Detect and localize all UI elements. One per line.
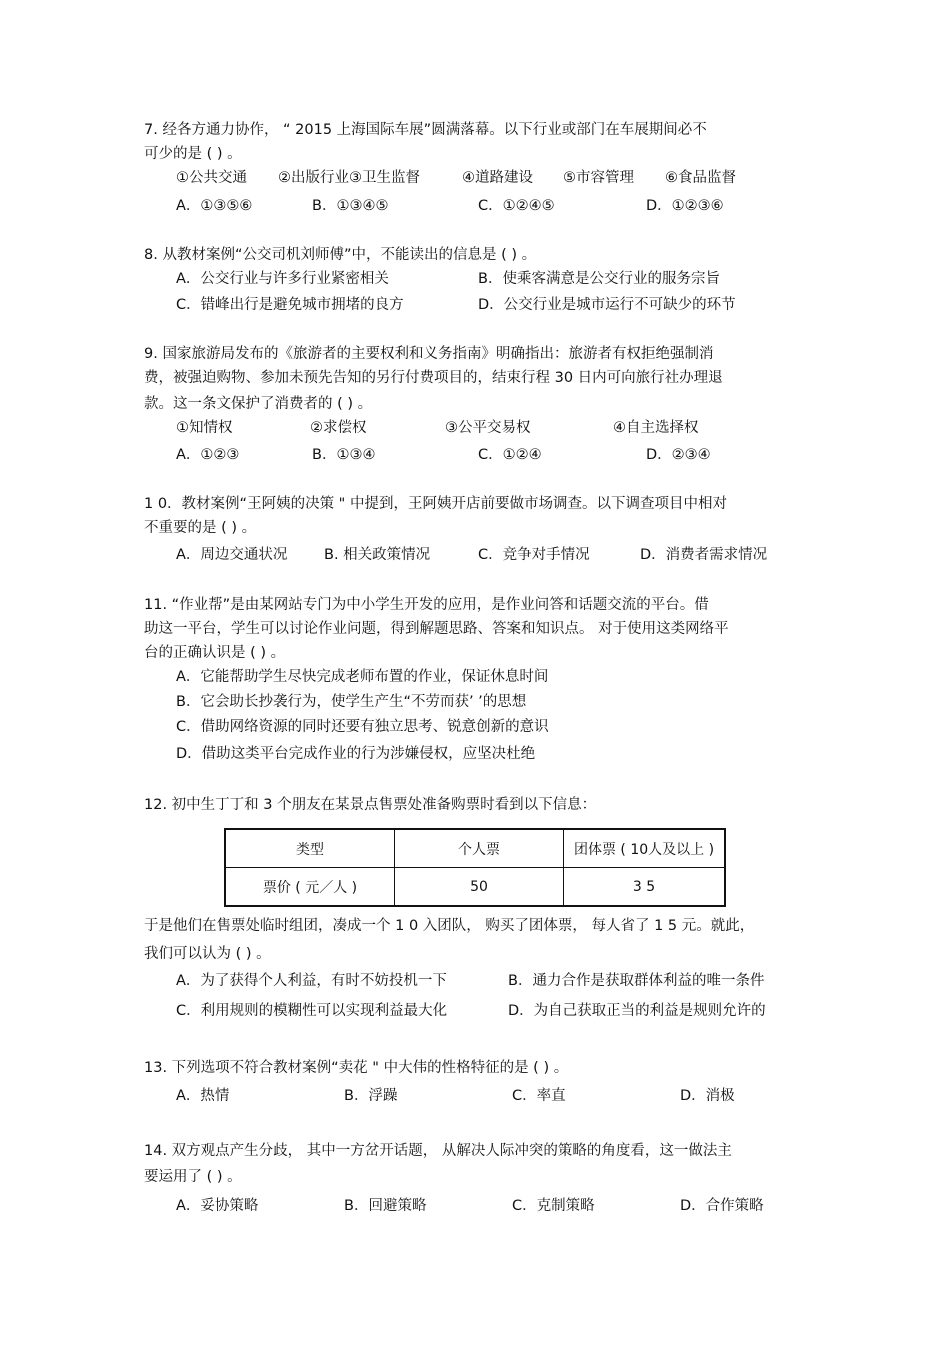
question-7-item-6: ⑥食品监督: [665, 170, 736, 186]
question-14-option-c[interactable]: C．克制策略: [512, 1198, 595, 1214]
table-header-individual: 个人票: [395, 829, 564, 868]
question-11-option-d[interactable]: D．借助这类平台完成作业的行为涉嫌侵权，应坚决杜绝: [176, 746, 536, 762]
question-7-option-b[interactable]: B．①③④⑤: [312, 198, 389, 214]
table-row: [225, 868, 725, 907]
question-10-stem-line-1: 1 0．教材案例“王阿姨的决策 " 中提到，王阿姨开店前要做市场调查。以下调查项目中相对: [144, 496, 727, 512]
question-12-option-a[interactable]: A．为了获得个人利益，有时不妨投机一下: [176, 973, 447, 989]
question-9-item-4: ④自主选择权: [613, 420, 699, 436]
question-11-stem-line-3: 台的正确认识是 ( ) 。: [144, 645, 286, 661]
question-7-item-5: ⑤市容管理: [563, 170, 634, 186]
question-14-stem-line-1: 14. 双方观点产生分歧， 其中一方岔开话题， 从解决人际冲突的策略的角度看，这一做法主: [144, 1143, 732, 1159]
question-11-option-b[interactable]: B．它会助长抄袭行为，使学生产生“不劳而获’ ’的思想: [176, 694, 527, 710]
question-7-item-4: ④道路建设: [462, 170, 533, 186]
question-9-item-3: ③公平交易权: [445, 420, 531, 436]
question-9-item-2: ②求偿权: [310, 420, 367, 436]
question-12-stem-line-3: 我们可以认为 ( ) 。: [144, 946, 271, 962]
question-13-option-d[interactable]: D．消极: [680, 1088, 735, 1104]
question-10-option-b[interactable]: B. 相关政策情况: [324, 547, 431, 563]
question-8-option-d[interactable]: D．公交行业是城市运行不可缺少的环节: [478, 297, 736, 313]
table-header-row: [225, 829, 725, 868]
question-14-option-d[interactable]: D．合作策略: [680, 1198, 764, 1214]
question-14-option-b[interactable]: B．回避策略: [344, 1198, 427, 1214]
question-9-option-c[interactable]: C．①②④: [478, 447, 542, 463]
question-14-option-a[interactable]: A．妥协策略: [176, 1198, 259, 1214]
question-9-item-1: ①知情权: [176, 420, 233, 436]
question-12-option-c[interactable]: C．利用规则的模糊性可以实现利益最大化: [176, 1003, 448, 1019]
question-7-item-2: ②出版行业③卫生监督: [278, 170, 420, 186]
question-13-stem: 13. 下列选项不符合教材案例“卖花 " 中大伟的性格特征的是 ( ) 。: [144, 1060, 569, 1076]
question-12-option-d[interactable]: D．为自己获取正当的利益是规则允许的: [508, 1003, 766, 1019]
question-11-stem-line-1: 11. “作业帮”是由某网站专门为中小学生开发的应用，是作业问答和话题交流的平台。借: [144, 597, 709, 613]
table-header-group: 团体票 ( 10人及以上 ): [564, 829, 726, 868]
table-header-type: 类型: [225, 829, 395, 868]
table-cell-price-label: 票价 ( 元／人 ): [225, 868, 395, 907]
question-9-stem-line-1: 9. 国家旅游局发布的《旅游者的主要权利和义务指南》明确指出：旅游者有权拒绝强制消: [144, 346, 714, 362]
question-14-stem-line-2: 要运用了 ( ) 。: [144, 1169, 242, 1185]
question-7-stem-line-1: 7. 经各方通力协作， “ 2015 上海国际车展”圆满落幕。以下行业或部门在车展期间必不: [144, 122, 707, 138]
question-12-option-b[interactable]: B．通力合作是获取群体利益的唯一条件: [508, 973, 765, 989]
question-9-option-a[interactable]: A．①②③: [176, 447, 240, 463]
question-7-option-c[interactable]: C．①②④⑤: [478, 198, 555, 214]
question-9-stem-line-2: 费，被强迫购物、参加未预先告知的另行付费项目的，结束行程 30 日内可向旅行社办理退: [144, 370, 723, 386]
question-9-option-d[interactable]: D．②③④: [646, 447, 711, 463]
table-cell-group-price: 3 5: [564, 868, 726, 907]
question-8-option-b[interactable]: B．使乘客满意是公交行业的服务宗旨: [478, 271, 720, 287]
question-11-option-c[interactable]: C．借助网络资源的同时还要有独立思考、锐意创新的意识: [176, 719, 549, 735]
question-10-option-c[interactable]: C．竞争对手情况: [478, 547, 590, 563]
question-11-stem-line-2: 助这一平台，学生可以讨论作业问题，得到解题思路、答案和知识点。 对于使用这类网络平: [144, 621, 729, 637]
question-12-stem-line-2: 于是他们在售票处临时组团，凑成一个 1 0 入团队， 购买了团体票， 每人省了 1 5 元。就此，: [144, 918, 755, 934]
question-10-option-d[interactable]: D．消费者需求情况: [640, 547, 768, 563]
question-13-option-b[interactable]: B．浮躁: [344, 1088, 398, 1104]
question-10-stem-line-2: 不重要的是 ( ) 。: [144, 520, 257, 536]
table-cell-individual-price: 50: [395, 868, 564, 907]
question-8-option-c[interactable]: C．错峰出行是避免城市拥堵的良方: [176, 297, 404, 313]
question-7-option-d[interactable]: D．①②③⑥: [646, 198, 724, 214]
question-12-stem-line-1: 12. 初中生丁丁和 3 个朋友在某景点售票处准备购票时看到以下信息：: [144, 797, 597, 813]
question-13-option-c[interactable]: C．率直: [512, 1088, 566, 1104]
question-11-option-a[interactable]: A．它能帮助学生尽快完成老师布置的作业，保证休息时间: [176, 669, 549, 685]
question-9-stem-line-3: 款。这一条文保护了消费者的 ( ) 。: [144, 396, 373, 412]
question-7-stem-line-2: 可少的是 ( ) 。: [144, 146, 242, 162]
question-10-option-a[interactable]: A．周边交通状况: [176, 547, 288, 563]
question-7-option-a[interactable]: A．①③⑤⑥: [176, 198, 253, 214]
question-8-option-a[interactable]: A．公交行业与许多行业紧密相关: [176, 271, 389, 287]
question-8-stem: 8. 从教材案例“公交司机刘师傅”中，不能读出的信息是 ( ) 。: [144, 247, 537, 263]
question-9-option-b[interactable]: B．①③④: [312, 447, 376, 463]
question-7-item-1: ①公共交通: [176, 170, 247, 186]
question-13-option-a[interactable]: A．热情: [176, 1088, 230, 1104]
ticket-price-table: [224, 828, 726, 907]
